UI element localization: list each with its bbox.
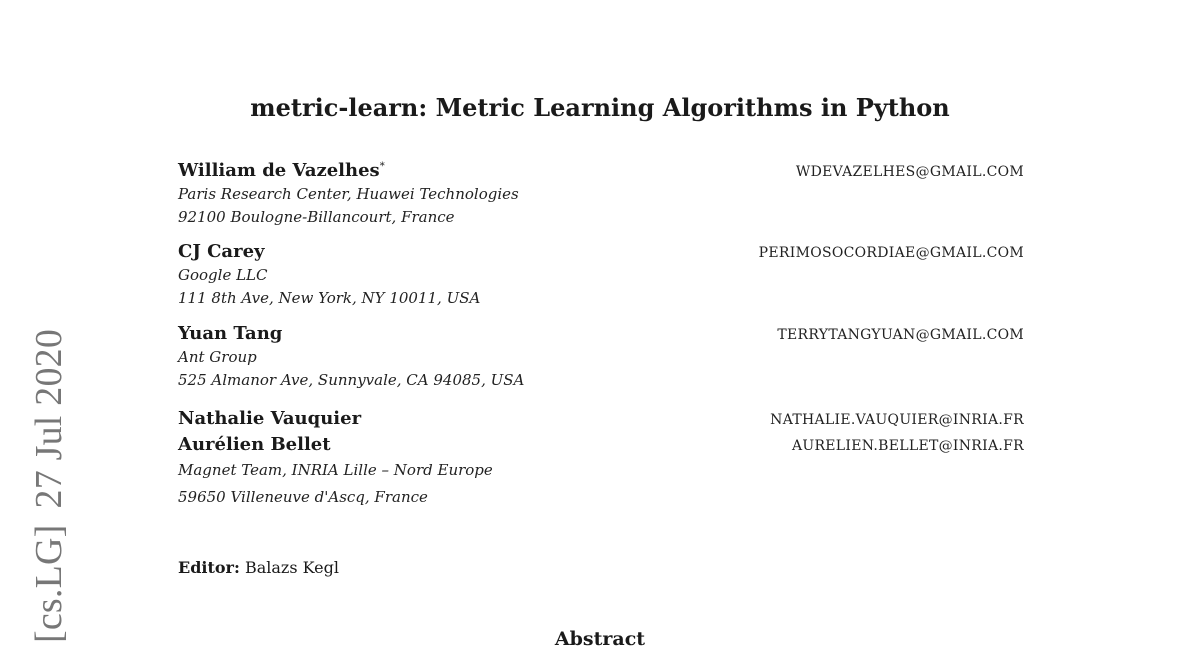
author-name: William de Vazelhes*: [178, 160, 385, 181]
author-block-1: [178, 159, 1024, 229]
author-affiliation: Paris Research Center, Huawei Technologies: [178, 185, 519, 203]
author-email: TERRYTANGYUAN@GMAIL.COM: [777, 327, 1024, 343]
author-email: AURELIEN.BELLET@INRIA.FR: [791, 438, 1024, 454]
abstract-heading: Abstract: [554, 628, 646, 648]
author-email: PERIMOSOCORDIAE@GMAIL.COM: [758, 245, 1024, 261]
author-block-4: [178, 407, 1024, 509]
author-name: Nathalie Vauquier: [178, 408, 362, 429]
author-block-3: [178, 322, 1024, 392]
author-affiliation: Ant Group: [178, 348, 257, 366]
author-name: CJ Carey: [178, 241, 265, 262]
author-name: Aurélien Bellet: [178, 434, 331, 455]
author-address: 111 8th Ave, New York, NY 10011, USA: [178, 289, 481, 307]
author-address: 59650 Villeneuve d'Ascq, France: [178, 488, 428, 506]
author-name: Yuan Tang: [178, 323, 283, 344]
editor-label: Editor:: [178, 558, 240, 577]
author-address: 92100 Boulogne-Billancourt, France: [178, 208, 455, 226]
footnote-mark: *: [379, 161, 385, 172]
paper-title: metric-learn: Metric Learning Algorithms in Python: [250, 93, 950, 122]
editor-name: Balazs Kegl: [244, 558, 339, 577]
author-affiliation: Google LLC: [178, 266, 268, 284]
author-email: NATHALIE.VAUQUIER@INRIA.FR: [770, 412, 1024, 428]
author-affiliation: Magnet Team, INRIA Lille – Nord Europe: [178, 461, 493, 479]
arxiv-stamp: [30, 329, 68, 643]
arxiv-date: 27 Jul 2020: [28, 328, 70, 509]
author-email: WDEVAZELHES@GMAIL.COM: [795, 164, 1024, 180]
arxiv-category: [cs.LG]: [28, 524, 70, 644]
editor-line: [178, 557, 339, 579]
author-address: 525 Almanor Ave, Sunnyvale, CA 94085, USA: [178, 371, 525, 389]
author-block-2: [178, 240, 1024, 310]
